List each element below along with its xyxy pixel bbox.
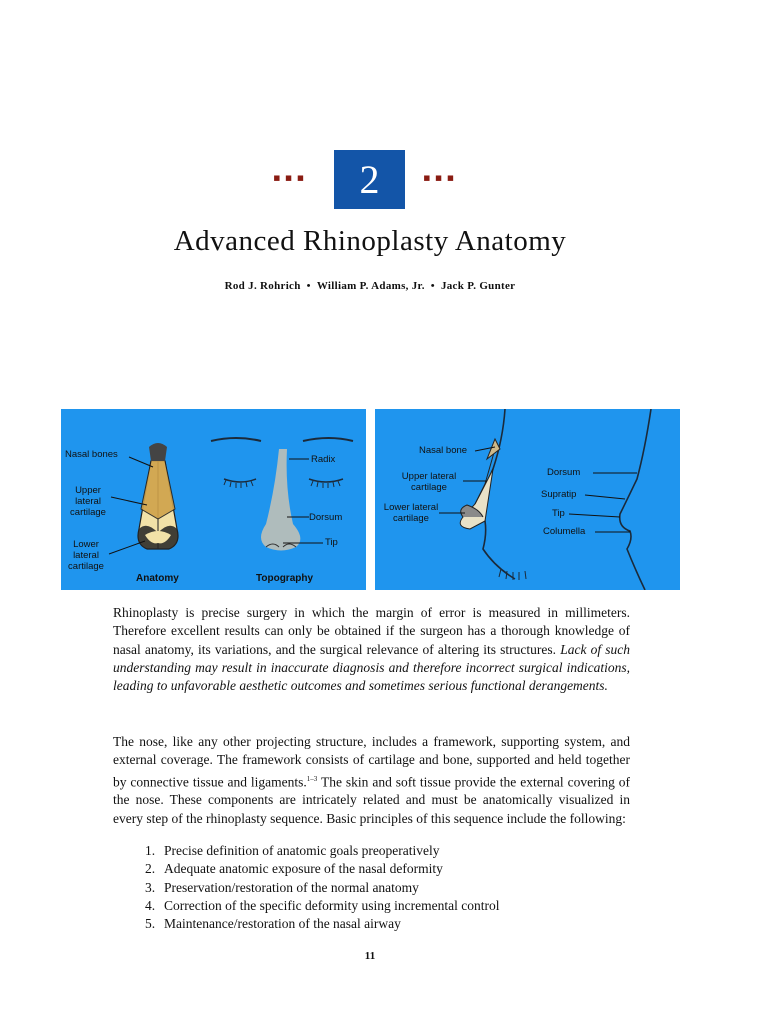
author-name: Rod J. Rohrich — [224, 280, 301, 292]
paragraph-framework — [113, 733, 630, 828]
author-separator: • — [306, 280, 311, 292]
list-text: Correction of the specific deformity using incremental control — [164, 897, 500, 913]
lateral-illustration — [375, 409, 680, 590]
label-radix: Radix — [311, 454, 336, 465]
paragraph-intro — [113, 604, 630, 695]
list-number: 1. — [145, 843, 156, 858]
anatomy-topography-figure — [61, 409, 366, 590]
list-number: 4. — [145, 897, 156, 913]
label-upper-lateral-cartilage-right — [389, 471, 469, 493]
author-separator: • — [430, 280, 435, 292]
label-line: Lower lateral — [383, 502, 439, 513]
author-name: William P. Adams, Jr. — [316, 280, 425, 292]
list-item — [145, 860, 500, 878]
label-line: cartilage — [411, 482, 447, 493]
label-line: cartilage — [68, 561, 104, 572]
reference-marker: 1–3 — [306, 774, 318, 783]
label-line: Lower — [73, 539, 99, 550]
paragraph-italic-text: Lack of such understanding may result in inaccurate diagnosis and therefore incorrect surgical indications, leading to unfavorable aesthetic outcomes and sometimes serious functional derangements. — [113, 641, 630, 694]
list-item — [145, 897, 500, 915]
list-text: Adequate anatomic exposure of the nasal deformity — [164, 861, 443, 877]
label-tip-right: Tip — [552, 508, 565, 519]
label-tip: Tip — [325, 537, 338, 548]
label-upper-lateral-cartilage — [67, 485, 109, 518]
label-line: lateral — [75, 496, 101, 507]
author-name: Jack P. Gunter — [440, 280, 516, 292]
caption-anatomy: Anatomy — [136, 573, 179, 584]
caption-topography: Topography — [256, 573, 314, 584]
paragraph-text: The skin and soft tissue provide the external covering of the nose. These components are intricately related and must be anatomically visualized in every step of the rhinoplasty sequence. Basic principles of this sequence include the following: — [113, 774, 631, 826]
paragraph-text: The nose, like any other projecting structure, includes a framework, supporting system, and external coverage. The framework consists of cartilage and bone, supported and held together by connective tissue and ligaments. — [113, 734, 630, 790]
author-line — [0, 280, 740, 292]
label-line: Upper lateral — [401, 471, 457, 482]
label-columella: Columella — [543, 526, 586, 537]
label-nasal-bone: Nasal bone — [419, 445, 468, 456]
label-dorsum-right: Dorsum — [547, 467, 581, 478]
list-text: Precise definition of anatomic goals preoperatively — [164, 843, 440, 858]
label-lower-lateral-cartilage — [63, 539, 109, 572]
label-nasal-bones: Nasal bones — [65, 449, 118, 460]
list-text: Maintenance/restoration of the nasal airway — [164, 916, 401, 932]
chapter-dots-right: ▪▪▪ — [423, 165, 459, 190]
list-number: 5. — [145, 916, 156, 932]
list-item — [145, 915, 500, 933]
label-lower-lateral-cartilage-right — [375, 502, 447, 524]
label-line: cartilage — [70, 507, 106, 518]
lateral-view-figure — [375, 409, 680, 590]
label-line: lateral — [73, 550, 99, 561]
chapter-number-badge: 2 — [334, 150, 405, 209]
label-supratip: Supratip — [541, 489, 577, 500]
paragraph-text: Rhinoplasty is precise surgery in which the margin of error is measured in millimeters. Therefore excellent results can only be obtained if the surgeon has a thorough knowledge of nasal anatomy, its variations, and the surgical relevance of altering its structures. — [113, 605, 630, 657]
label-line: Upper — [75, 485, 101, 496]
principles-list — [145, 842, 500, 933]
list-number: 3. — [145, 879, 156, 895]
label-dorsum: Dorsum — [309, 512, 343, 523]
label-line: cartilage — [393, 513, 429, 524]
chapter-dots-left: ▪▪▪ — [273, 165, 309, 190]
list-item — [145, 842, 500, 860]
list-text: Preservation/restoration of the normal anatomy — [164, 879, 419, 895]
chapter-title: Advanced Rhinoplasty Anatomy — [173, 225, 567, 257]
list-item — [145, 879, 500, 897]
page-number: 11 — [364, 950, 376, 962]
list-number: 2. — [145, 861, 156, 877]
